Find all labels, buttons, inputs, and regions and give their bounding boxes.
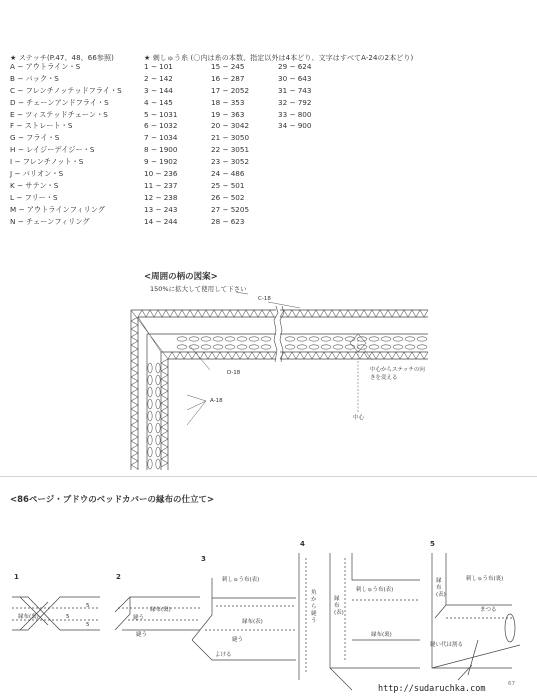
stitch-item: A − アウトライン・S — [10, 62, 81, 71]
step-1-number: 1 — [14, 573, 19, 581]
stitch-item: D − チェーンアンドフライ・S — [10, 97, 109, 107]
step-5-matsuru: まつる — [480, 607, 497, 613]
step-4-fabric2-label: 縁布(裏) — [371, 632, 392, 638]
step-5-seam-note: 縫い代は割る — [430, 642, 464, 648]
thread-item: 23 − 3052 — [211, 157, 250, 167]
stitch-item: N − チェーンフィリング — [10, 216, 90, 226]
thread-item: 22 − 3051 — [211, 145, 250, 155]
thread-item: 5 − 1031 — [144, 109, 178, 119]
thread-item: 34 − 900 — [278, 121, 312, 131]
center-note: 中心からステッチの向きを変える — [370, 367, 425, 381]
thread-item: 29 − 624 — [278, 62, 312, 71]
label-a18: A-18 — [210, 398, 223, 404]
thread-item: 21 − 3050 — [211, 133, 250, 143]
stitch-item: E − ツィステッドチェーン・S — [10, 109, 108, 119]
thread-item: 19 − 363 — [211, 109, 245, 119]
thread-item: 15 − 245 — [211, 62, 245, 71]
step-2-number: 2 — [116, 573, 121, 581]
step-5-emb-label: 刺しゅう布(裏) — [466, 576, 504, 582]
thread-item: 28 − 623 — [211, 216, 245, 226]
thread-item: 9 − 1902 — [144, 157, 178, 167]
step-3-number: 3 — [201, 555, 206, 563]
center-label: 中心 — [353, 415, 365, 421]
label-d18: D-18 — [227, 370, 241, 376]
thread-item: 24 − 486 — [211, 169, 245, 179]
stitch-item: H − レイジーデイジー・S — [10, 145, 95, 155]
threads-header: ★ 刺しゅう糸 (〇内は糸の本数、指定以外は4本どり、文字はすべてA-24の2本どり) — [144, 54, 414, 62]
page-number: 67 — [508, 681, 515, 687]
step-2-fabric-label: 縁布(裏) — [150, 607, 171, 613]
step-3-fabric-label: 縁布(表) — [242, 619, 263, 625]
stitch-item: L − フリー・S — [10, 192, 58, 202]
thread-item: 27 − 5205 — [211, 204, 250, 214]
thread-item: 25 − 501 — [211, 180, 245, 190]
step-1-mark-c: 5 — [86, 622, 90, 628]
thread-item: 1 − 101 — [144, 62, 173, 71]
thread-item: 2 − 142 — [144, 73, 173, 83]
step-4-number: 4 — [300, 540, 305, 548]
stitch-item: G − フライ・S — [10, 133, 60, 143]
step-1-fabric-label: 縁布(裏) — [18, 614, 39, 620]
thread-item: 18 − 353 — [211, 97, 245, 107]
step-5-fabric-label: 縁布(表) — [436, 578, 446, 598]
step-3-fold: よける — [215, 652, 232, 658]
thread-item: 17 − 2052 — [211, 85, 250, 95]
step-5-number: 5 — [430, 540, 435, 548]
thread-item: 4 − 145 — [144, 97, 173, 107]
step-3-sew: 縫う — [232, 637, 244, 643]
assembly-title: <86ページ・ブドウのベッドカバーの縁布の仕立て> — [10, 495, 215, 505]
thread-item: 3 − 144 — [144, 85, 173, 95]
step-1-mark-b: 5 — [66, 614, 70, 620]
stitch-item: F − ストレート・S — [10, 121, 73, 131]
label-c18: C-18 — [258, 296, 271, 302]
border-note: 150%に拡大して使用して下さい — [150, 285, 247, 293]
stitches-header: ★ ステッチ(P.47、48、66参照) — [10, 54, 114, 62]
thread-item: 13 − 243 — [144, 204, 178, 214]
thread-item: 30 − 643 — [278, 73, 312, 83]
stitch-item: J − バリオン・S — [10, 169, 64, 179]
thread-item: 7 − 1034 — [144, 133, 178, 143]
step-4-corner: 角から縫う — [311, 590, 317, 624]
step-2-sew-2: 縫う — [136, 632, 148, 638]
stitch-item: K − サテン・S — [10, 180, 59, 190]
thread-item: 12 − 238 — [144, 192, 178, 202]
thread-item: 11 − 237 — [144, 180, 178, 190]
step-2-sew-1: 縫う — [133, 615, 145, 621]
stitch-item: B − バック・S — [10, 73, 59, 83]
thread-item: 16 − 287 — [211, 73, 245, 83]
step-4-emb-label: 刺しゅう布(表) — [356, 587, 394, 593]
thread-item: 20 − 3042 — [211, 121, 250, 131]
thread-item: 8 − 1900 — [144, 145, 178, 155]
thread-item: 32 − 792 — [278, 97, 312, 107]
step-1-mark-a: 5 — [86, 603, 90, 609]
thread-item: 14 − 244 — [144, 216, 178, 226]
thread-item: 33 − 800 — [278, 109, 312, 119]
step-4-fabric-label: 縁布(表) — [334, 596, 344, 616]
watermark-url: http://sudaruchka.com — [378, 684, 486, 694]
border-title: <周囲の柄の図案> — [144, 272, 218, 282]
thread-item: 26 − 502 — [211, 192, 245, 202]
thread-item: 31 − 743 — [278, 85, 312, 95]
step-3-emb-label: 刺しゅう布(表) — [222, 577, 260, 583]
thread-item: 6 − 1032 — [144, 121, 178, 131]
stitch-item: I − フレンチノット・S — [10, 157, 84, 167]
stitch-item: M − アウトラインフィリング — [10, 204, 105, 214]
thread-item: 10 − 236 — [144, 169, 178, 179]
stitch-item: C − フレンチノッテッドフライ・S — [10, 85, 122, 95]
